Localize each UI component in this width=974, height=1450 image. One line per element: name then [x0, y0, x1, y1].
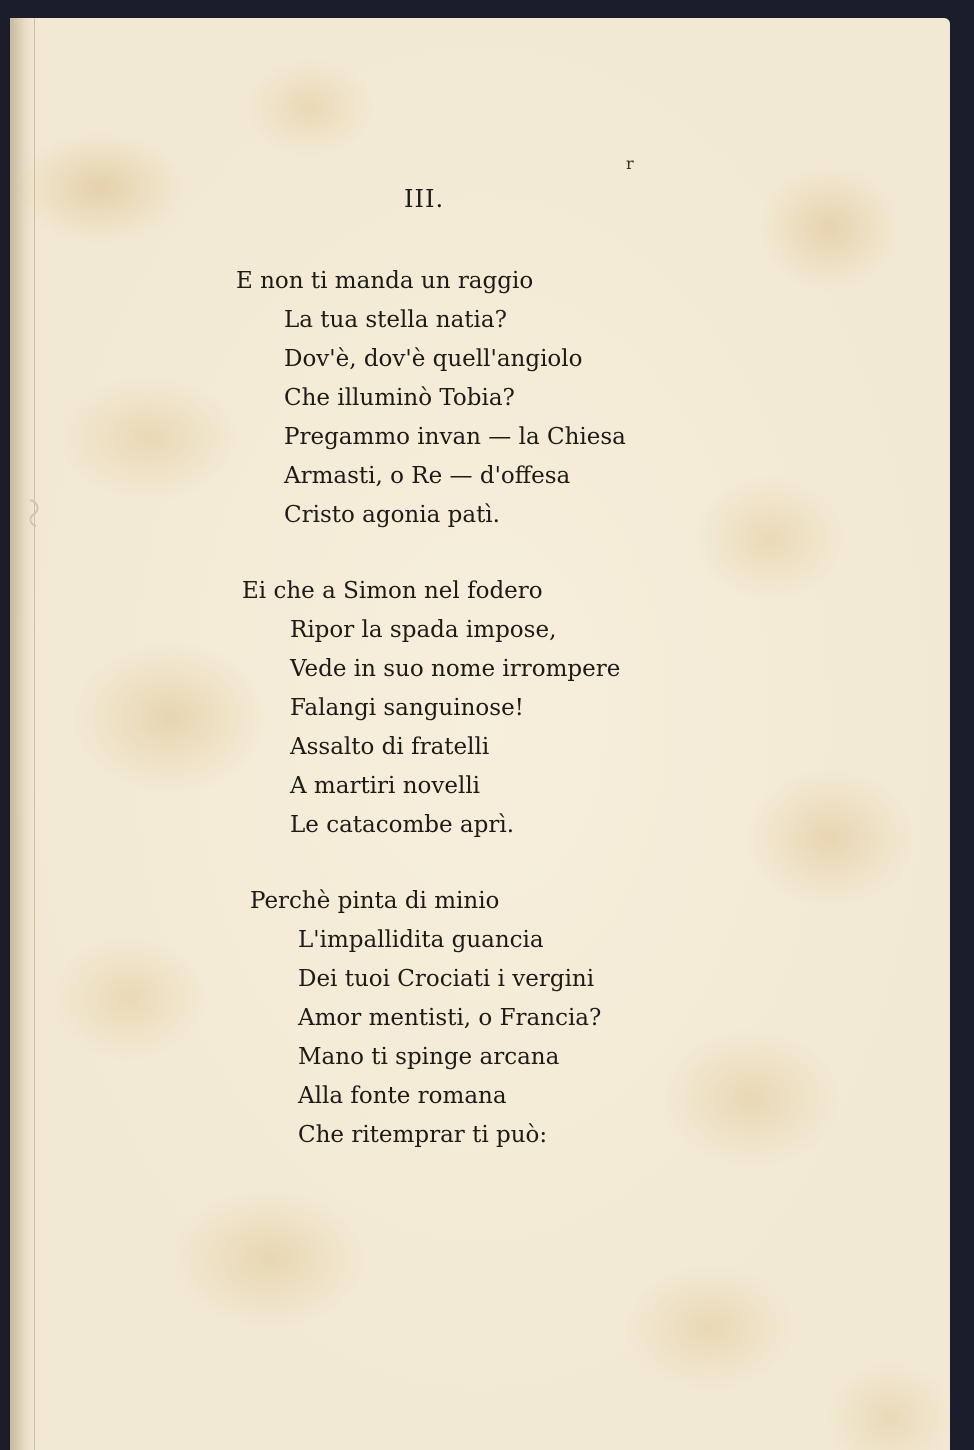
verse-line: L'impallidita guancia: [298, 927, 544, 953]
verse-line: Alla fonte romana: [298, 1083, 507, 1109]
verse-line: Ei che a Simon nel fodero: [242, 578, 543, 604]
verse-line: Che ritemprar ti può:: [298, 1122, 548, 1148]
verse-line: Che illuminò Tobia?: [284, 385, 515, 411]
stanza-3: [250, 882, 601, 1155]
verse-line: Falangi sanguinose!: [290, 695, 524, 721]
verse-line: A martiri novelli: [290, 773, 481, 799]
verse-line: Ripor la spada impose,: [290, 617, 557, 643]
verse-line: Amor mentisti, o Francia?: [298, 1005, 602, 1031]
verse-line: Assalto di fratelli: [290, 734, 490, 760]
verse-line: Armasti, o Re — d'offesa: [284, 463, 571, 489]
verse-line: E non ti manda un raggio: [236, 268, 534, 294]
verse-line: Dov'è, dov'è quell'angiolo: [284, 346, 583, 372]
stanza-1: [236, 262, 626, 535]
verse-line: Perchè pinta di minio: [250, 888, 500, 914]
corner-mark: r: [626, 154, 634, 173]
verse-line: La tua stella natia?: [284, 307, 507, 333]
verse-line: Pregammo invan — la Chiesa: [284, 424, 626, 450]
verse-line: Cristo agonia patì.: [284, 502, 500, 528]
verse-line: Mano ti spinge arcana: [298, 1044, 560, 1070]
verse-line: Le catacombe aprì.: [290, 812, 515, 838]
verse-line: Dei tuoi Crociati i vergini: [298, 966, 595, 992]
page-number: III.: [404, 185, 445, 213]
stanza-2: [242, 572, 620, 845]
verse-line: Vede in suo nome irrompere: [290, 656, 621, 682]
